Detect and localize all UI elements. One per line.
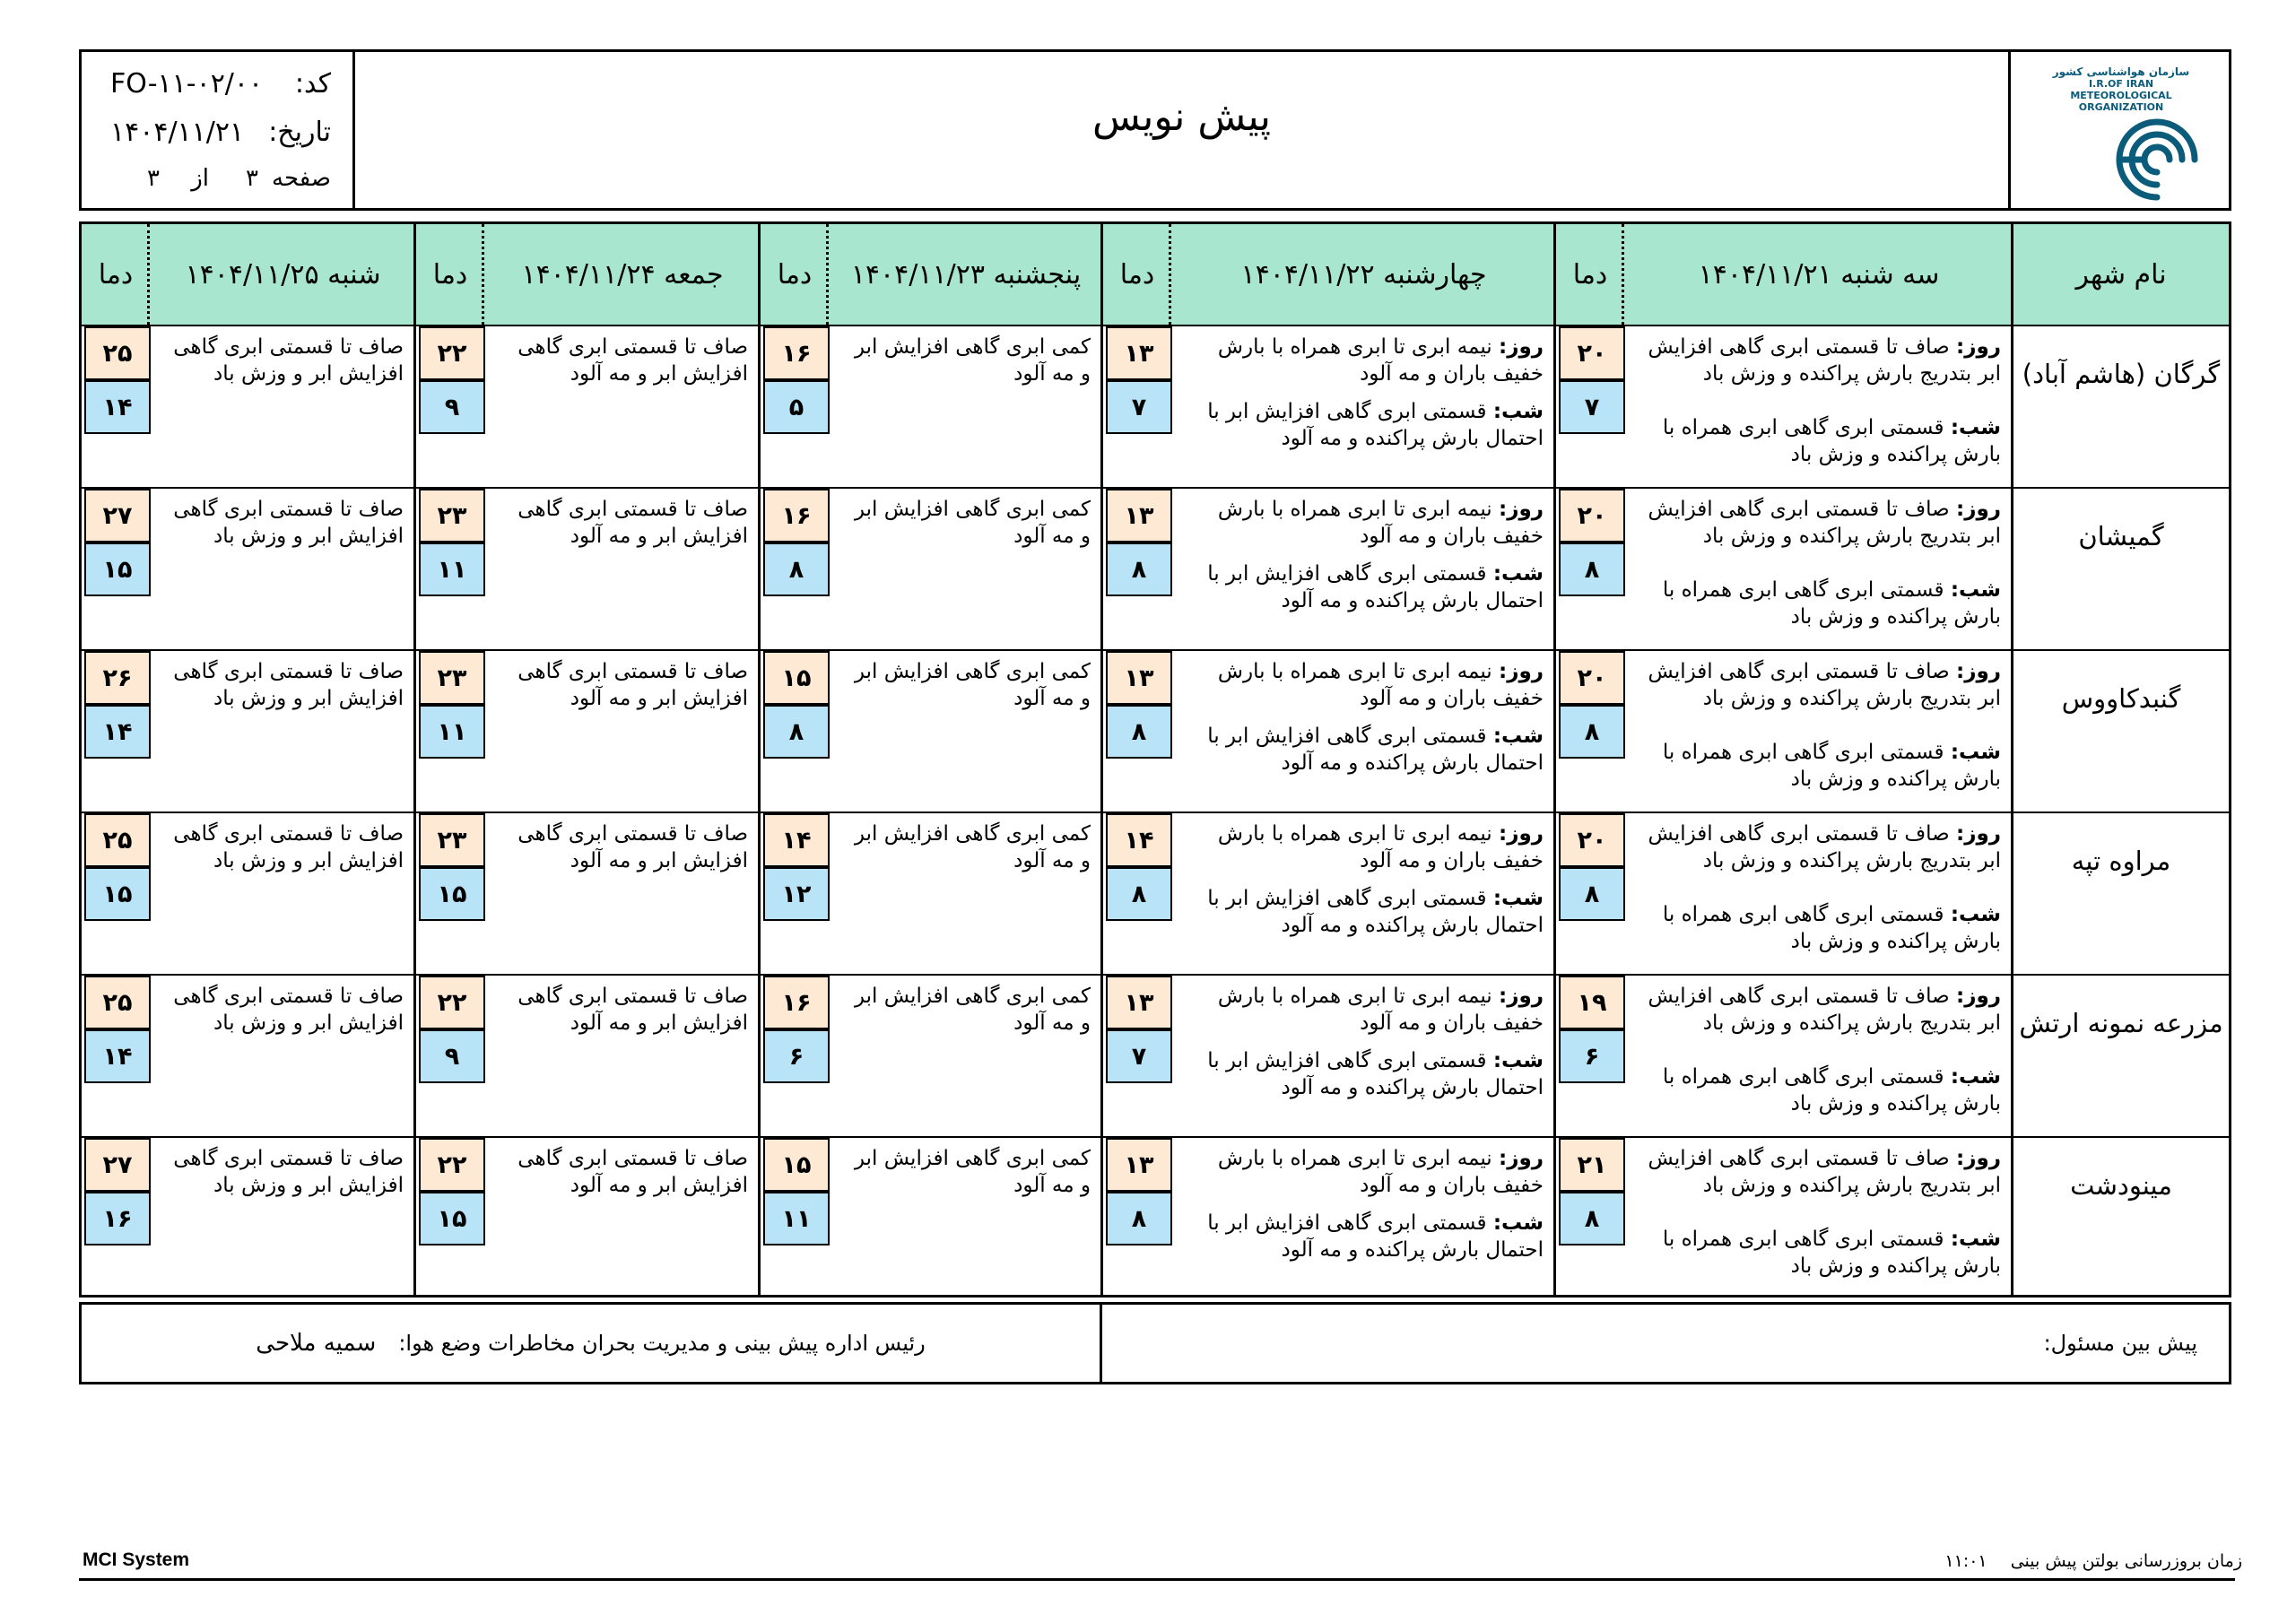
min-temp: ۷ [1106, 1029, 1172, 1083]
forecast-night-text [1186, 398, 1544, 452]
system-name: MCI System [83, 1549, 190, 1570]
min-temp: ۱۱ [419, 705, 485, 759]
day-description: صاف تا قسمتی ابری گاهی افزایش ابر بتدریج بارش پراکنده و وزش باد [1648, 822, 2001, 872]
city-name: مراوه تپه [2071, 846, 2171, 876]
max-temp: ۲۳ [419, 651, 485, 705]
night-prefix: شب: [1492, 562, 1544, 586]
logo-area [2008, 52, 2229, 208]
max-temp: ۲۰ [1559, 651, 1625, 705]
min-temp: ۱۲ [763, 867, 830, 921]
night-description: قسمتی ابری گاهی افزایش ابر با احتمال بارش پراکنده و مه آلود [1207, 562, 1544, 612]
min-temp: ۱۶ [84, 1192, 151, 1245]
meteorological-organization-logo-icon [2101, 115, 2213, 204]
header-dotted-divider [1169, 224, 1171, 325]
logo-line-1: I.R.OF IRAN [2088, 78, 2154, 90]
page-number: ۳ [246, 165, 258, 192]
min-temp: ۱۵ [419, 1192, 485, 1245]
forecast-night-text [1639, 414, 2001, 468]
day-prefix: روز: [1956, 335, 2001, 359]
forecast-text: صاف تا قسمتی ابری گاهی افزایش ابر و مه آلود [517, 660, 748, 710]
day-prefix: روز: [1956, 498, 2001, 521]
forecast-day-text [1186, 1145, 1544, 1199]
max-temp: ۲۶ [84, 651, 151, 705]
night-prefix: شب: [1950, 903, 2001, 926]
max-temp: ۲۳ [419, 813, 485, 867]
column-divider [1553, 224, 1556, 1295]
min-temp: ۸ [1106, 1192, 1172, 1245]
day-description: نیمه ابری تا ابری همراه با بارش خفیف باران و مه آلود [1217, 498, 1544, 548]
day-description: نیمه ابری تا ابری همراه با بارش خفیف باران و مه آلود [1217, 660, 1544, 710]
page-of-label: از [191, 165, 209, 192]
day-prefix: روز: [1499, 335, 1544, 359]
forecast-text: کمی ابری گاهی افزایش ابر و مه آلود [854, 1147, 1091, 1197]
night-description: قسمتی ابری گاهی ابری همراه با بارش پراکنده و وزش باد [1662, 903, 2001, 953]
night-description: قسمتی ابری گاهی ابری همراه با بارش پراکنده و وزش باد [1662, 741, 2001, 791]
forecast-day-text [1639, 496, 2001, 550]
night-description: قسمتی ابری گاهی افزایش ابر با احتمال بارش پراکنده و مه آلود [1207, 400, 1544, 450]
min-temp: ۱۱ [419, 542, 485, 596]
header-dotted-divider [1622, 224, 1624, 325]
min-temp: ۱۴ [84, 380, 151, 434]
day-description: نیمه ابری تا ابری همراه با بارش خفیف باران و مه آلود [1217, 335, 1544, 386]
forecast-table [79, 221, 2231, 1298]
max-temp: ۱۴ [1106, 813, 1172, 867]
night-prefix: شب: [1492, 400, 1544, 423]
night-description: قسمتی ابری گاهی افزایش ابر با احتمال بارش پراکنده و مه آلود [1207, 1049, 1544, 1099]
logo-text [2031, 66, 2211, 113]
city-name: مینودشت [2070, 1170, 2172, 1201]
max-temp: ۲۲ [419, 976, 485, 1029]
forecast-night-text [1186, 723, 1544, 777]
forecast-text: کمی ابری گاهی افزایش ابر و مه آلود [854, 985, 1091, 1035]
max-temp: ۱۶ [763, 326, 830, 380]
temp-header-1: دما [1556, 224, 1624, 325]
forecast-day-text [1186, 820, 1544, 874]
signature-box [79, 1302, 2231, 1384]
forecast-night-text [1186, 560, 1544, 614]
forecast-day-text [1186, 496, 1544, 550]
day-description: نیمه ابری تا ابری همراه با بارش خفیف باران و مه آلود [1217, 1147, 1544, 1197]
day-prefix: روز: [1499, 985, 1544, 1008]
min-temp: ۹ [419, 380, 485, 434]
day-prefix: روز: [1499, 1147, 1544, 1170]
max-temp: ۱۳ [1106, 1138, 1172, 1192]
update-time: ۱۱:۰۱ [1944, 1551, 1987, 1571]
temp-header-4: دما [416, 224, 484, 325]
page-label: صفحه [272, 165, 331, 192]
logo-line-3: ORGANIZATION [2078, 101, 2164, 113]
min-temp: ۶ [1559, 1029, 1625, 1083]
day-prefix: روز: [1956, 822, 2001, 846]
min-temp: ۵ [763, 380, 830, 434]
night-prefix: شب: [1950, 1228, 2001, 1251]
min-temp: ۸ [1559, 1192, 1625, 1245]
update-label: زمان بروزرسانی بولتن پیش بینی [2010, 1551, 2242, 1571]
column-divider [413, 224, 416, 1295]
forecast-night-text [1186, 1047, 1544, 1101]
code-value: FO-۱۱-۰۲/۰۰ [110, 68, 264, 100]
min-temp: ۷ [1106, 380, 1172, 434]
forecaster-field [2044, 1305, 2197, 1382]
min-temp: ۱۵ [84, 542, 151, 596]
page-total: ۳ [147, 165, 160, 192]
document-header [79, 49, 2231, 211]
night-prefix: شب: [1492, 1049, 1544, 1072]
header-dotted-divider [482, 224, 484, 325]
date-label: تاریخ: [268, 117, 331, 148]
forecast-text: صاف تا قسمتی ابری گاهی افزایش ابر و وزش باد [173, 660, 404, 710]
max-temp: ۲۱ [1559, 1138, 1625, 1192]
max-temp: ۱۵ [763, 651, 830, 705]
max-temp: ۱۳ [1106, 489, 1172, 542]
min-temp: ۱۵ [419, 867, 485, 921]
forecast-text: صاف تا قسمتی ابری گاهی افزایش ابر و وزش باد [173, 335, 404, 386]
logo-line-fa: سازمان هواشناسی کشور [2052, 65, 2190, 78]
document-meta [82, 52, 355, 208]
code-label: کد: [294, 68, 331, 100]
temp-header-2: دما [1103, 224, 1171, 325]
forecast-day-text [1639, 658, 2001, 712]
forecast-day-text [1639, 334, 2001, 387]
page-bottom-rule [79, 1578, 2235, 1581]
day-description: صاف تا قسمتی ابری گاهی افزایش ابر بتدریج بارش پراکنده و وزش باد [1648, 335, 2001, 386]
forecast-text: صاف تا قسمتی ابری گاهی افزایش ابر و مه آلود [517, 822, 748, 872]
min-temp: ۱۴ [84, 705, 151, 759]
night-prefix: شب: [1950, 416, 2001, 439]
forecast-text: کمی ابری گاهی افزایش ابر و مه آلود [854, 498, 1091, 548]
day-prefix: روز: [1499, 498, 1544, 521]
max-temp: ۱۴ [763, 813, 830, 867]
night-prefix: شب: [1492, 887, 1544, 910]
forecast-day-text [1186, 658, 1544, 712]
forecast-night-text [1639, 577, 2001, 630]
max-temp: ۲۵ [84, 813, 151, 867]
min-temp: ۸ [763, 705, 830, 759]
night-prefix: شب: [1950, 1065, 2001, 1089]
header-dotted-divider [147, 224, 150, 325]
city-name: گرگان (هاشم آباد) [2022, 359, 2221, 389]
night-description: قسمتی ابری گاهی ابری همراه با بارش پراکنده و وزش باد [1662, 1228, 2001, 1278]
max-temp: ۱۳ [1106, 976, 1172, 1029]
min-temp: ۱۱ [763, 1192, 830, 1245]
city-name: گنبدکاووس [2061, 683, 2181, 714]
min-temp: ۸ [1559, 542, 1625, 596]
max-temp: ۱۳ [1106, 651, 1172, 705]
day-description: نیمه ابری تا ابری همراه با بارش خفیف باران و مه آلود [1217, 822, 1544, 872]
max-temp: ۲۷ [84, 489, 151, 542]
night-prefix: شب: [1492, 1211, 1544, 1235]
temp-header-3: دما [761, 224, 829, 325]
min-temp: ۷ [1559, 380, 1625, 434]
date-value: ۱۴۰۴/۱۱/۲۱ [110, 117, 245, 148]
min-temp: ۹ [419, 1029, 485, 1083]
temp-header-5: دما [82, 224, 150, 325]
signature-divider [1100, 1305, 1102, 1382]
max-temp: ۲۲ [419, 1138, 485, 1192]
column-divider [758, 224, 761, 1295]
min-temp: ۱۴ [84, 1029, 151, 1083]
head-name: سمیه ملاحی [256, 1330, 377, 1357]
forecast-night-text [1639, 1063, 2001, 1117]
day-description: صاف تا قسمتی ابری گاهی افزایش ابر بتدریج بارش پراکنده و وزش باد [1648, 498, 2001, 548]
city-column-header: نام شهر [2013, 224, 2229, 325]
column-divider [1100, 224, 1103, 1295]
max-temp: ۱۵ [763, 1138, 830, 1192]
max-temp: ۲۰ [1559, 813, 1625, 867]
forecast-text: صاف تا قسمتی ابری گاهی افزایش ابر و وزش باد [173, 822, 404, 872]
day-prefix: روز: [1956, 1147, 2001, 1170]
max-temp: ۲۷ [84, 1138, 151, 1192]
min-temp: ۱۵ [84, 867, 151, 921]
min-temp: ۶ [763, 1029, 830, 1083]
forecast-text: کمی ابری گاهی افزایش ابر و مه آلود [854, 335, 1091, 386]
forecast-night-text [1186, 885, 1544, 939]
min-temp: ۸ [763, 542, 830, 596]
max-temp: ۱۶ [763, 489, 830, 542]
max-temp: ۱۳ [1106, 326, 1172, 380]
max-temp: ۲۲ [419, 326, 485, 380]
forecast-night-text [1186, 1210, 1544, 1263]
night-description: قسمتی ابری گاهی ابری همراه با بارش پراکنده و وزش باد [1662, 578, 2001, 629]
forecaster-label: پیش بین مسئول: [2043, 1331, 2197, 1356]
forecast-text: کمی ابری گاهی افزایش ابر و مه آلود [854, 660, 1091, 710]
max-temp: ۲۰ [1559, 326, 1625, 380]
forecast-text: کمی ابری گاهی افزایش ابر و مه آلود [854, 822, 1091, 872]
day-header-2: چهارشنبه ۱۴۰۴/۱۱/۲۲ [1171, 224, 1556, 325]
night-prefix: شب: [1950, 741, 2001, 764]
forecast-text: صاف تا قسمتی ابری گاهی افزایش ابر و مه آلود [517, 498, 748, 548]
day-header-3: پنجشنبه ۱۴۰۴/۱۱/۲۳ [829, 224, 1103, 325]
night-description: قسمتی ابری گاهی ابری همراه با بارش پراکنده و وزش باد [1662, 1065, 2001, 1115]
day-description: صاف تا قسمتی ابری گاهی افزایش ابر بتدریج بارش پراکنده و وزش باد [1648, 1147, 2001, 1197]
update-time-line [1944, 1551, 2242, 1571]
day-prefix: روز: [1499, 660, 1544, 683]
page-title: پیش نویس [1092, 93, 1271, 140]
day-header-5: شنبه ۱۴۰۴/۱۱/۲۵ [150, 224, 416, 325]
day-description: صاف تا قسمتی ابری گاهی افزایش ابر بتدریج بارش پراکنده و وزش باد [1648, 985, 2001, 1035]
forecast-text: صاف تا قسمتی ابری گاهی افزایش ابر و وزش باد [173, 985, 404, 1035]
night-description: قسمتی ابری گاهی افزایش ابر با احتمال بارش پراکنده و مه آلود [1207, 1211, 1544, 1262]
max-temp: ۱۹ [1559, 976, 1625, 1029]
night-description: قسمتی ابری گاهی افزایش ابر با احتمال بارش پراکنده و مه آلود [1207, 887, 1544, 937]
forecast-text: صاف تا قسمتی ابری گاهی افزایش ابر و وزش باد [173, 1147, 404, 1197]
forecast-day-text [1639, 983, 2001, 1037]
day-prefix: روز: [1499, 822, 1544, 846]
min-temp: ۸ [1559, 867, 1625, 921]
night-description: قسمتی ابری گاهی افزایش ابر با احتمال بارش پراکنده و مه آلود [1207, 725, 1544, 775]
forecast-night-text [1639, 739, 2001, 793]
head-label: رئیس اداره پیش بینی و مدیریت بحران مخاطرات وضع هوا: [398, 1331, 926, 1356]
max-temp: ۲۵ [84, 976, 151, 1029]
night-prefix: شب: [1492, 725, 1544, 748]
forecast-day-text [1639, 820, 2001, 874]
header-dotted-divider [826, 224, 829, 325]
min-temp: ۸ [1559, 705, 1625, 759]
head-of-office-field [82, 1305, 1100, 1382]
max-temp: ۱۶ [763, 976, 830, 1029]
night-description: قسمتی ابری گاهی ابری همراه با بارش پراکنده و وزش باد [1662, 416, 2001, 466]
min-temp: ۸ [1106, 542, 1172, 596]
forecast-text: صاف تا قسمتی ابری گاهی افزایش ابر و مه آلود [517, 1147, 748, 1197]
max-temp: ۲۰ [1559, 489, 1625, 542]
max-temp: ۲۳ [419, 489, 485, 542]
min-temp: ۸ [1106, 867, 1172, 921]
day-header-4: جمعه ۱۴۰۴/۱۱/۲۴ [484, 224, 761, 325]
min-temp: ۸ [1106, 705, 1172, 759]
max-temp: ۲۵ [84, 326, 151, 380]
forecast-day-text [1186, 983, 1544, 1037]
day-description: نیمه ابری تا ابری همراه با بارش خفیف باران و مه آلود [1217, 985, 1544, 1035]
forecast-text: صاف تا قسمتی ابری گاهی افزایش ابر و مه آلود [517, 335, 748, 386]
day-header-1: سه شنبه ۱۴۰۴/۱۱/۲۱ [1624, 224, 2013, 325]
forecast-night-text [1639, 901, 2001, 955]
city-name: گمیشان [2078, 521, 2164, 551]
forecast-text: صاف تا قسمتی ابری گاهی افزایش ابر و مه آلود [517, 985, 748, 1035]
forecast-day-text [1186, 334, 1544, 387]
forecast-day-text [1639, 1145, 2001, 1199]
day-prefix: روز: [1956, 985, 2001, 1008]
city-name: مزرعه نمونه ارتش [2019, 1008, 2223, 1038]
forecast-text: صاف تا قسمتی ابری گاهی افزایش ابر و وزش باد [173, 498, 404, 548]
day-description: صاف تا قسمتی ابری گاهی افزایش ابر بتدریج بارش پراکنده و وزش باد [1648, 660, 2001, 710]
night-prefix: شب: [1950, 578, 2001, 602]
forecast-night-text [1639, 1226, 2001, 1280]
logo-line-2: METEOROLOGICAL [2070, 90, 2172, 101]
day-prefix: روز: [1956, 660, 2001, 683]
